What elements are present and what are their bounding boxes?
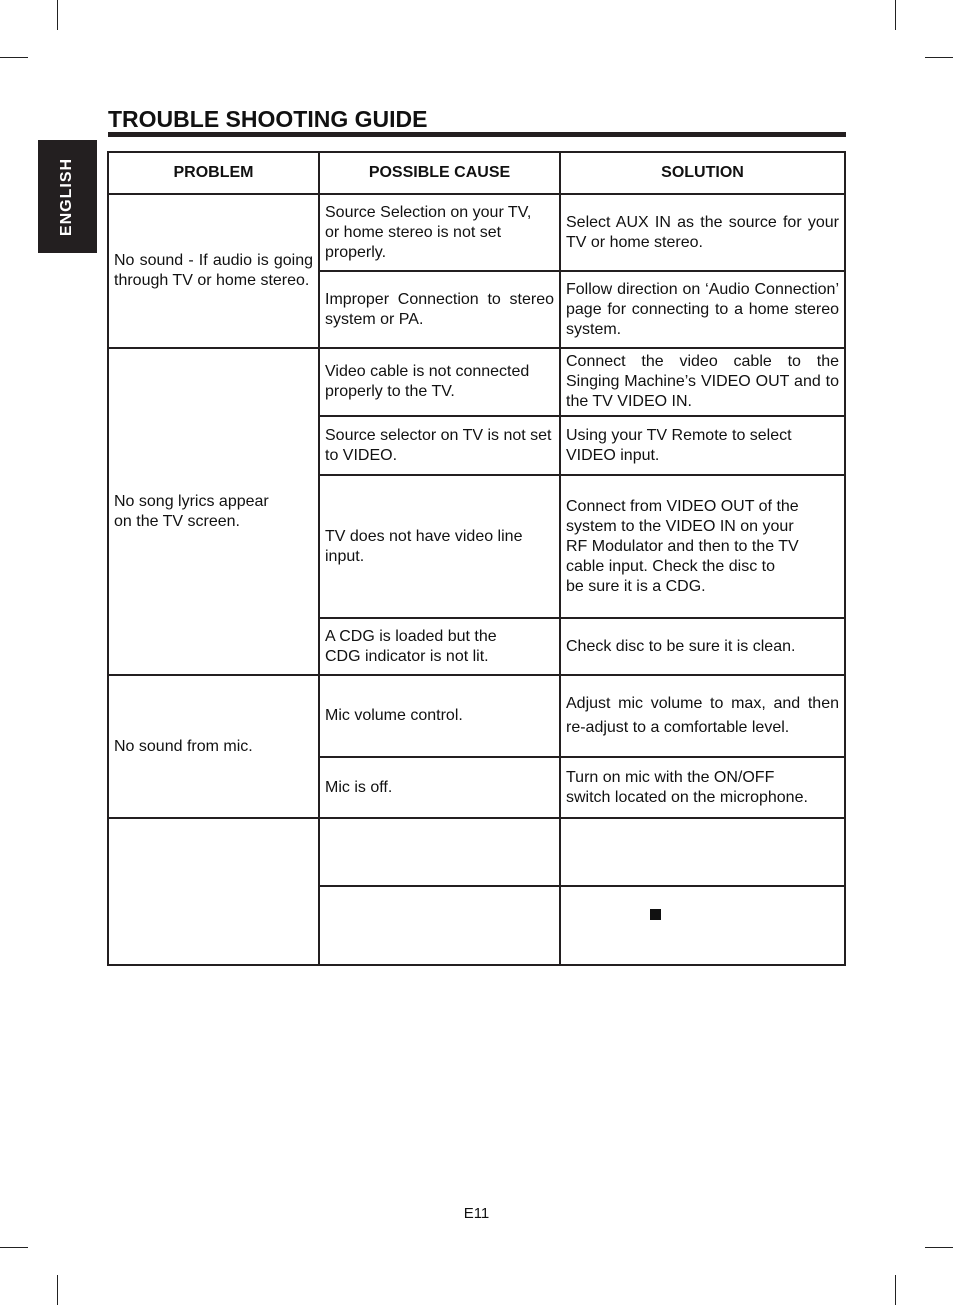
page-number: E11 [463,1205,490,1222]
header-problem [107,151,320,195]
solution-cell [559,617,846,676]
cause-text: Improper Connection to stereo system or PA. [325,290,554,328]
header-solution-label: SOLUTION [661,164,744,181]
problem-text: No sound from mic. [114,737,253,755]
header-solution [559,151,846,195]
cause-text: Source Selection on your TV, or home stereo is not set properly. [325,203,532,261]
solution-text: Adjust mic volume to max, and then re-adjust to a comfortable level. [566,695,839,736]
problem-cell [107,347,320,676]
crop-mark [0,57,28,58]
cause-cell [318,674,561,758]
crop-mark [925,57,953,58]
title-underline [108,132,846,137]
crop-mark [895,1275,896,1305]
cause-cell [318,474,561,619]
cause-cell [318,817,561,887]
solution-cell [559,674,846,758]
cause-text: A CDG is loaded but the CDG indicator is not lit. [325,627,497,665]
stop-square-icon [650,909,661,920]
cause-cell [318,193,561,272]
cause-text: TV does not have video line input. [325,527,523,565]
solution-cell [559,193,846,272]
solution-cell [559,885,846,966]
header-cause-label: POSSIBLE CAUSE [368,164,511,181]
solution-text: Turn on mic with the ON/OFF switch located on the microphone. [566,768,808,806]
cause-cell [318,756,561,819]
solution-cell [559,756,846,819]
cause-text: Mic is off. [325,778,393,796]
header-cause [318,151,561,195]
crop-mark [57,0,58,30]
page-title: TROUBLE SHOOTING GUIDE [108,106,428,132]
problem-cell [107,674,320,819]
crop-mark [925,1247,953,1248]
troubleshooting-table [107,151,846,966]
language-tab-label: ENGLISH [58,157,76,236]
solution-text: Select AUX IN as the source for your TV or home stereo. [566,213,839,251]
problem-text: No sound - If audio is going through TV or home stereo. [114,252,313,289]
cause-cell [318,617,561,676]
problem-text: No song lyrics appear on the TV screen. [114,492,269,530]
solution-text: Connect from VIDEO OUT of the system to the VIDEO IN on your RF Modulator and then to the TV cable input. Check the disc to be sure it is a CDG. [566,497,799,595]
solution-text: Using your TV Remote to select VIDEO input. [566,426,792,464]
solution-text: Check disc to be sure it is clean. [566,637,796,655]
solution-text: Follow direction on ‘Audio Connection’ page for connecting to a home stereo system. [566,280,839,338]
cause-cell [318,347,561,417]
solution-cell [559,270,846,349]
solution-cell [559,817,846,887]
cause-cell [318,885,561,966]
cause-cell [318,270,561,349]
language-tab [38,140,97,253]
cause-text: Source selector on TV is not set to VIDEO. [325,426,552,464]
crop-mark [0,1247,28,1248]
cause-text: Mic volume control. [325,707,463,724]
problem-cell [107,193,320,349]
solution-cell [559,347,846,417]
problem-cell [107,817,320,966]
solution-cell [559,415,846,476]
solution-text: Connect the video cable to the Singing Machine’s VIDEO OUT and to the TV VIDEO IN. [566,353,839,410]
crop-mark [57,1275,58,1305]
cause-text: Video cable is not connected properly to the TV. [325,363,530,400]
crop-mark [895,0,896,30]
header-problem-label: PROBLEM [173,164,254,181]
cause-cell [318,415,561,476]
solution-cell [559,474,846,619]
